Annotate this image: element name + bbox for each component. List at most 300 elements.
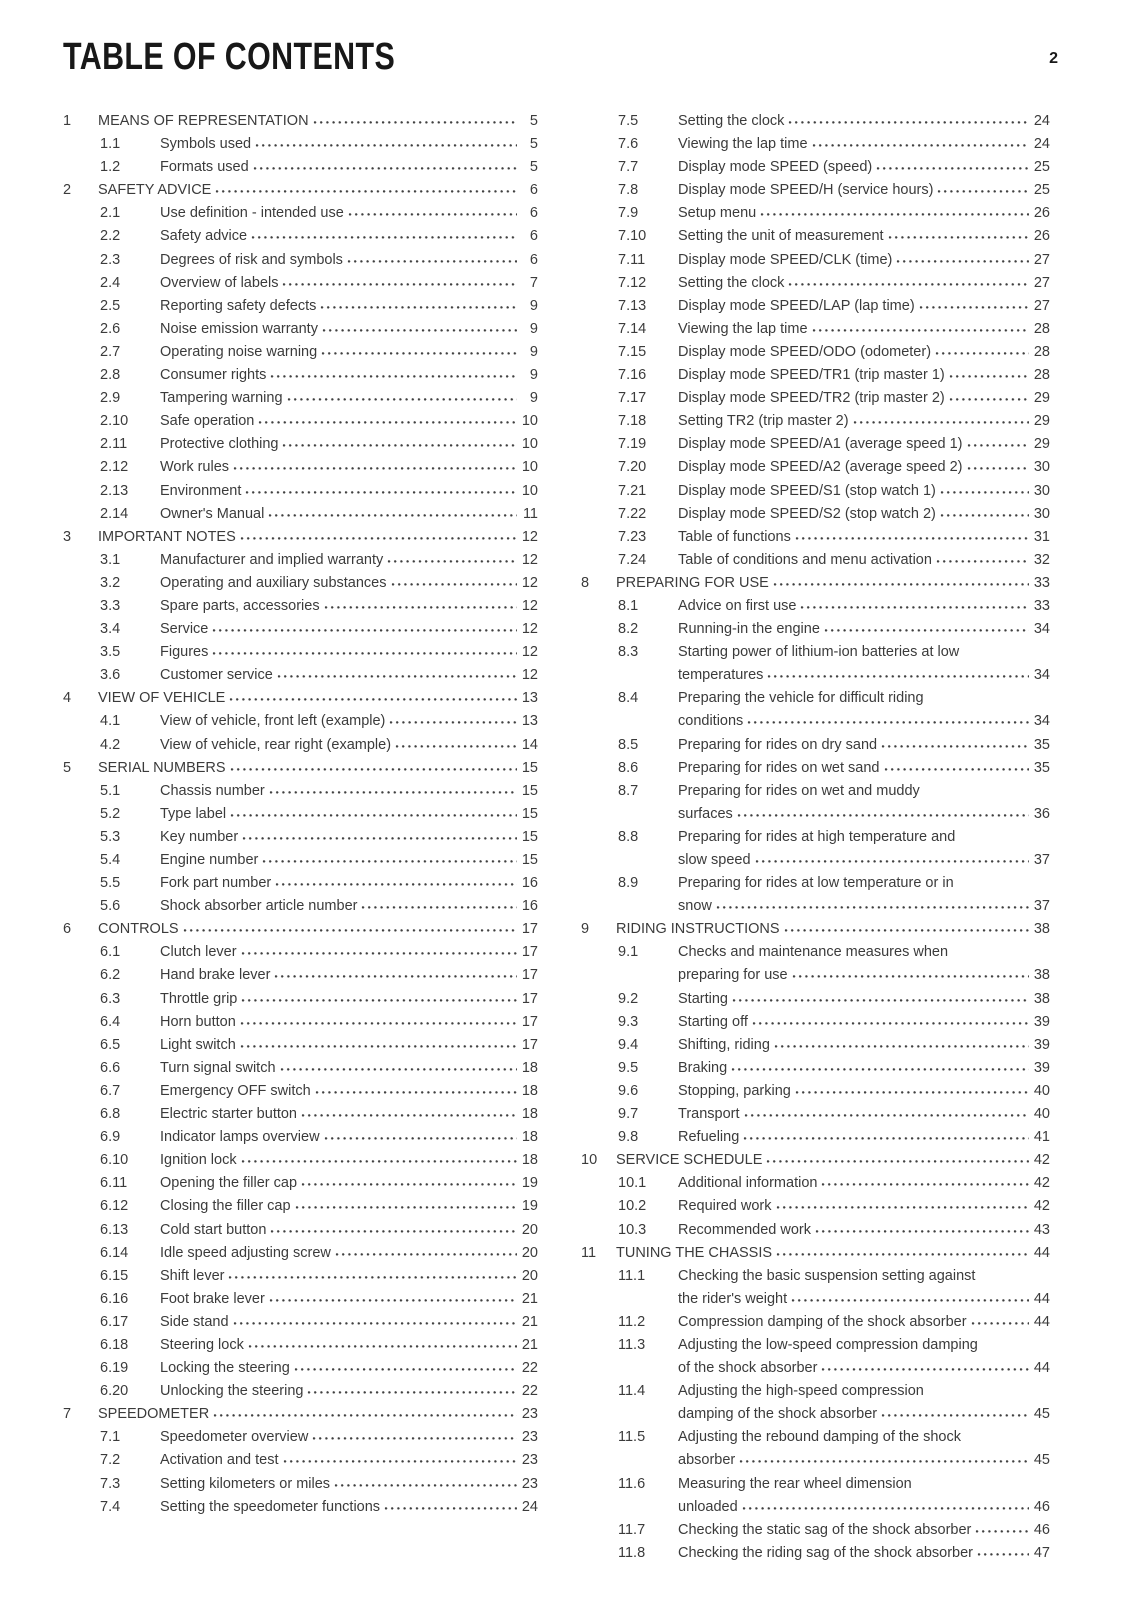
toc-entry-lastline (160, 272, 538, 295)
toc-entry-lastline (160, 1288, 538, 1311)
toc-entry-lastline (160, 595, 538, 618)
dot-leader (280, 1067, 517, 1072)
toc-entry (63, 664, 538, 687)
toc-entry-body (678, 1195, 1050, 1218)
toc-entry-title: Locking the steering (160, 1360, 290, 1377)
toc-entry-lastline (678, 1195, 1050, 1218)
toc-entry-body (678, 549, 1050, 572)
toc-entry-number: 11.7 (618, 1521, 646, 1538)
toc-entry-body (160, 1195, 538, 1218)
toc-entry-body (160, 387, 538, 410)
toc-entry-title: Display mode SPEED (speed) (678, 159, 873, 176)
toc-entry-lastline (160, 1242, 538, 1265)
toc-entry-lastline (678, 480, 1050, 503)
dot-leader (335, 1252, 517, 1257)
toc-entry-number: 7.11 (618, 251, 646, 268)
toc-entry-lastline (98, 687, 538, 710)
toc-entry-lastline (160, 1172, 538, 1195)
toc-entry-number: 3.5 (100, 644, 121, 661)
dot-leader (241, 951, 517, 956)
toc-entry-lastline (678, 1496, 1050, 1519)
toc-entry-title: Owner's Manual (160, 505, 265, 522)
toc-entry-number: 5.1 (100, 782, 121, 799)
toc-entry-number: 7.23 (618, 528, 647, 545)
toc-entry-page: 14 (521, 736, 538, 753)
toc-entry-lastline (678, 503, 1050, 526)
toc-entry (581, 1149, 1050, 1172)
dot-leader (949, 397, 1029, 402)
toc-entry-body (616, 572, 1050, 595)
toc-entry-number: 6.19 (100, 1360, 129, 1377)
toc-entry-number: 7.6 (618, 136, 639, 153)
dot-leader (277, 674, 517, 679)
toc-entry-body (98, 918, 538, 941)
toc-entry-lastline (160, 988, 538, 1011)
toc-entry (581, 272, 1050, 295)
toc-entry-number: 8.4 (618, 690, 639, 707)
toc-entry-body (160, 456, 538, 479)
toc-entry (63, 1126, 538, 1149)
toc-entry-title: Setting the clock (678, 113, 785, 129)
toc-entry-title: Display mode SPEED/A2 (average speed 2) (678, 459, 963, 476)
toc-entry-body (678, 1519, 1050, 1542)
toc-entry-lastline (160, 1149, 538, 1172)
toc-entry-page: 10 (521, 482, 538, 499)
toc-entry-title: Turn signal switch (160, 1059, 276, 1076)
dot-leader (776, 1205, 1030, 1210)
toc-entry (581, 1011, 1050, 1034)
toc-entry-lastline (160, 549, 538, 572)
dot-leader (935, 351, 1029, 356)
dot-leader (949, 374, 1029, 379)
toc-entry (63, 1403, 538, 1426)
toc-entry (63, 757, 538, 780)
toc-entry (63, 272, 538, 295)
toc-entry (63, 826, 538, 849)
dot-leader (795, 1090, 1029, 1095)
toc-entry-body (678, 941, 1050, 987)
toc-entry-page: 18 (521, 1082, 538, 1099)
toc-entry-title: Chassis number (160, 782, 265, 799)
dot-leader (737, 813, 1029, 818)
toc-entry-lastline (678, 803, 1050, 826)
toc-entry-lastline (160, 964, 538, 987)
toc-entry-body (160, 849, 538, 872)
toc-entry-page: 15 (521, 782, 538, 799)
dot-leader (744, 1113, 1029, 1118)
toc-entry-lastline (616, 1149, 1050, 1172)
toc-entry-lastline (678, 618, 1050, 641)
toc-entry-number: 2.11 (100, 436, 128, 453)
toc-entry-number: 4.1 (100, 713, 121, 730)
dot-leader (387, 559, 517, 564)
toc-entry-title: Preparing the vehicle for difficult riding (678, 690, 924, 707)
toc-entry-number: 2.4 (100, 274, 121, 291)
dot-leader (348, 212, 517, 217)
toc-entry-lastline (160, 156, 538, 179)
toc-entry-body (98, 757, 538, 780)
toc-entry-number: 2.1 (100, 205, 121, 222)
toc-entry-number: 9.8 (618, 1129, 639, 1146)
toc-entry-page: 19 (521, 1175, 538, 1192)
toc-entry-title: Display mode SPEED/CLK (time) (678, 251, 893, 268)
toc-entry-page: 17 (521, 944, 538, 961)
dot-leader (788, 282, 1029, 287)
toc-entry-page: 40 (1033, 1082, 1050, 1099)
toc-entry (581, 202, 1050, 225)
toc-entry-lastline (678, 1034, 1050, 1057)
dot-leader (320, 305, 517, 310)
toc-entry (63, 1449, 538, 1472)
toc-entry-title: Adjusting the low-speed compression damping (678, 1336, 978, 1353)
toc-entry-body (678, 1103, 1050, 1126)
toc-entry-body (678, 988, 1050, 1011)
toc-entry-number: 8 (581, 574, 590, 591)
toc-entry-lastline (160, 341, 538, 364)
toc-entry-title: surfaces (678, 805, 733, 822)
toc-entry-body (160, 433, 538, 456)
toc-entry-lastline (678, 1172, 1050, 1195)
toc-entry (63, 1288, 538, 1311)
dot-leader (230, 767, 517, 772)
toc-entry-page: 12 (521, 574, 538, 591)
toc-entry-title: Electric starter button (160, 1106, 297, 1123)
toc-entry-body (160, 1265, 538, 1288)
toc-entry (581, 1195, 1050, 1218)
toc-entry-number: 7.22 (618, 505, 647, 522)
toc-entry-title: Display mode SPEED/TR2 (trip master 2) (678, 390, 945, 407)
dot-leader (876, 166, 1029, 171)
toc-entry-body (678, 1172, 1050, 1195)
dot-leader (384, 1506, 517, 1511)
dot-leader (212, 651, 517, 656)
dot-leader (315, 1090, 517, 1095)
toc-entry (63, 387, 538, 410)
toc-entry-body (98, 179, 538, 202)
toc-entry-body (678, 133, 1050, 156)
toc-entry-lastline (160, 503, 538, 526)
toc-entry (63, 1426, 538, 1449)
toc-entry-body (160, 803, 538, 826)
toc-entry-page: 35 (1033, 759, 1050, 776)
toc-entry-title: Reporting safety defects (160, 297, 317, 314)
toc-entry-number: 7.8 (618, 182, 639, 199)
toc-entry (581, 295, 1050, 318)
toc-entry-body (678, 249, 1050, 272)
toc-entry-number: 6.11 (100, 1175, 128, 1192)
toc-entry-number: 7.24 (618, 551, 647, 568)
toc-entry-lastline (160, 710, 538, 733)
toc-entry-number: 9.5 (618, 1059, 639, 1076)
toc-entry-title: Viewing the lap time (678, 320, 808, 337)
toc-entry (63, 595, 538, 618)
toc-entry-page: 38 (1033, 967, 1050, 984)
toc-entry-body (98, 687, 538, 710)
toc-entry-page: 22 (521, 1360, 538, 1377)
toc-entry-number: 9.2 (618, 990, 639, 1007)
toc-entry-lastline (98, 1403, 538, 1426)
toc-entry-lastline (160, 1126, 538, 1149)
toc-entry-body (160, 364, 538, 387)
dot-leader (821, 1182, 1029, 1187)
toc-entry-body (160, 1449, 538, 1472)
toc-entry-number: 1.2 (100, 159, 121, 176)
toc-entry-title: Preparing for rides at low temperature or in (678, 875, 954, 892)
toc-entry-title: Measuring the rear wheel dimension (678, 1475, 912, 1492)
toc-entry (63, 1473, 538, 1496)
page-number: 2 (1049, 50, 1058, 67)
toc-entry-body (678, 1265, 1050, 1311)
toc-entry-body (160, 1126, 538, 1149)
toc-entry-page: 5 (529, 159, 538, 176)
toc-entry-page: 20 (521, 1221, 538, 1238)
toc-entry-lastline (678, 895, 1050, 918)
toc-entry-page: 6 (529, 205, 538, 222)
toc-entry-number: 5 (63, 759, 72, 776)
toc-entry-title: conditions (678, 713, 744, 730)
toc-entry-page: 15 (521, 759, 538, 776)
toc-entry-body (160, 1011, 538, 1034)
toc-entry-number: 7.13 (618, 297, 647, 314)
toc-entry-body (678, 433, 1050, 456)
toc-entry-body (160, 1380, 538, 1403)
toc-entry-body (160, 410, 538, 433)
toc-entry (581, 318, 1050, 341)
toc-entry-page: 18 (521, 1152, 538, 1169)
dot-leader (977, 1552, 1029, 1557)
toc-entry-body (160, 641, 538, 664)
toc-entry (63, 641, 538, 664)
toc-entry-number: 11.6 (618, 1475, 646, 1492)
toc-entry-title: SPEEDOMETER (98, 1406, 210, 1423)
toc-entry (581, 433, 1050, 456)
toc-entry-lastline (678, 179, 1050, 202)
toc-entry-number: 4 (63, 690, 72, 707)
toc-entry (581, 1380, 1050, 1426)
dot-leader (253, 166, 517, 171)
toc-entry-page: 28 (1033, 343, 1050, 360)
toc-entry-title: Clutch lever (160, 944, 237, 961)
toc-entry-body (678, 295, 1050, 318)
dot-leader (295, 1205, 517, 1210)
toc-entry-body (678, 1311, 1050, 1334)
toc-entry-title: slow speed (678, 852, 751, 868)
toc-entry-page: 38 (1033, 990, 1050, 1007)
toc-entry (63, 549, 538, 572)
dot-leader (742, 1506, 1029, 1511)
toc-entry (63, 941, 538, 964)
toc-entry-body (678, 272, 1050, 295)
toc-entry-lastline (678, 1126, 1050, 1149)
toc-entry-page: 30 (1033, 482, 1050, 499)
toc-entry-number: 6.8 (100, 1106, 121, 1123)
toc-entry-title: Viewing the lap time (678, 136, 808, 153)
toc-entry-title: TUNING THE CHASSIS (616, 1244, 773, 1261)
toc-entry (581, 687, 1050, 733)
toc-entry (581, 1103, 1050, 1126)
toc-entry-page: 15 (521, 828, 538, 845)
toc-entry-lastline (678, 757, 1050, 780)
toc-entry-number: 6.1 (100, 944, 121, 961)
toc-entry-body (678, 318, 1050, 341)
toc-entry-number: 2.5 (100, 297, 121, 314)
toc-entry-body (160, 988, 538, 1011)
toc-entry-lastline (678, 1403, 1050, 1426)
toc-entry (581, 1426, 1050, 1472)
toc-entry-body (678, 1034, 1050, 1057)
toc-entry-number: 8.2 (618, 621, 639, 638)
toc-entry (581, 133, 1050, 156)
dot-leader (937, 189, 1029, 194)
toc-entry (581, 480, 1050, 503)
toc-entry (581, 918, 1050, 941)
toc-entry-lastline (678, 225, 1050, 248)
toc-entry-title: Table of conditions and menu activation (678, 551, 932, 568)
toc-entry (63, 410, 538, 433)
toc-entry-body (160, 1357, 538, 1380)
toc-entry-body (678, 734, 1050, 757)
toc-entry-number: 6.16 (100, 1290, 129, 1307)
toc-entry-lastline (678, 526, 1050, 549)
toc-entry-lastline (160, 1473, 538, 1496)
toc-entry-body (160, 1034, 538, 1057)
toc-entry-number: 6.15 (100, 1267, 129, 1284)
toc-entry-lastline (678, 364, 1050, 387)
toc-entry-title: Noise emission warranty (160, 320, 318, 337)
toc-entry-title: Hand brake lever (160, 967, 271, 984)
dot-leader (242, 836, 517, 841)
dot-leader (269, 1298, 517, 1303)
dot-leader (815, 1229, 1029, 1234)
toc-entry-body (160, 480, 538, 503)
toc-entry-lastline (98, 757, 538, 780)
toc-entry-title: Side stand (160, 1313, 229, 1330)
toc-entry (63, 110, 538, 133)
toc-entry-lastline (160, 1311, 538, 1334)
toc-entry (63, 503, 538, 526)
toc-entry-page: 17 (521, 921, 538, 938)
toc-entry-number: 10.1 (618, 1175, 647, 1192)
toc-entry-number: 2.14 (100, 505, 129, 522)
toc-entry-lastline (678, 156, 1050, 179)
toc-entry-page: 9 (529, 343, 538, 360)
dot-leader (240, 536, 517, 541)
dot-leader (395, 744, 517, 749)
toc-entry-page: 29 (1033, 390, 1050, 407)
toc-entry (581, 410, 1050, 433)
toc-entry-number: 6.6 (100, 1059, 121, 1076)
toc-entry-title: Ignition lock (160, 1152, 237, 1169)
dot-leader (283, 1459, 518, 1464)
toc-entry-number: 8.5 (618, 736, 639, 753)
toc-entry-title: Display mode SPEED/ODO (odometer) (678, 343, 932, 360)
toc-entry-page: 21 (521, 1336, 538, 1353)
toc-entry-body (160, 895, 538, 918)
dot-leader (752, 1021, 1029, 1026)
toc-entry-title: Degrees of risk and symbols (160, 251, 343, 268)
toc-entry (581, 1473, 1050, 1519)
toc-entry-body (616, 1242, 1050, 1265)
toc-entry-body (678, 526, 1050, 549)
toc-entry (63, 456, 538, 479)
toc-entry-lastline (678, 710, 1050, 733)
toc-entry-lastline (678, 1311, 1050, 1334)
toc-entry (581, 826, 1050, 872)
toc-entry-lastline (678, 964, 1050, 987)
toc-entry-lastline (98, 526, 538, 549)
toc-entry-title: Engine number (160, 852, 259, 868)
toc-entry-lastline (678, 272, 1050, 295)
toc-entry-page: 19 (521, 1198, 538, 1215)
toc-entry (63, 249, 538, 272)
toc-entry-page: 42 (1033, 1198, 1050, 1215)
toc-entry (63, 179, 538, 202)
toc-entry-page: 45 (1033, 1452, 1050, 1469)
toc-entry-lastline (160, 295, 538, 318)
toc-entry-title: Manufacturer and implied warranty (160, 551, 384, 568)
toc-entry-title: Display mode SPEED/TR1 (trip master 1) (678, 367, 945, 384)
toc-entry-lastline (678, 341, 1050, 364)
toc-entry-page: 45 (1033, 1406, 1050, 1423)
dot-leader (274, 974, 517, 979)
toc-entry-page: 11 (522, 505, 538, 522)
toc-entry (581, 780, 1050, 826)
toc-entry (581, 872, 1050, 918)
toc-entry-page: 23 (521, 1452, 538, 1469)
toc-entry (63, 988, 538, 1011)
toc-entry-number: 8.9 (618, 875, 639, 892)
toc-entry (581, 249, 1050, 272)
toc-entry-lastline (160, 1496, 538, 1519)
toc-entry (63, 849, 538, 872)
toc-entry-lastline (160, 803, 538, 826)
dot-leader (967, 466, 1029, 471)
toc-entry-title: Display mode SPEED/H (service hours) (678, 182, 934, 199)
dot-leader (233, 466, 517, 471)
dot-leader (391, 582, 518, 587)
toc-entry-page: 9 (529, 390, 538, 407)
toc-entry-body (160, 1080, 538, 1103)
toc-entry-page: 13 (521, 713, 538, 730)
toc-entry (581, 526, 1050, 549)
toc-entry (581, 225, 1050, 248)
toc-entry-title: Type label (160, 805, 227, 822)
toc-entry-number: 8.1 (618, 597, 639, 614)
toc-entry-title: Closing the filler cap (160, 1198, 291, 1215)
dot-leader (282, 282, 517, 287)
toc-entry-lastline (616, 1242, 1050, 1265)
toc-entry-number: 7.19 (618, 436, 647, 453)
toc-entry-title: Unlocking the steering (160, 1383, 304, 1400)
toc-entry-page: 5 (529, 113, 538, 129)
toc-entry-title: Environment (160, 482, 242, 499)
toc-entry-title: Light switch (160, 1036, 236, 1053)
toc-entry-lastline (678, 249, 1050, 272)
toc-entry-number: 9.4 (618, 1036, 639, 1053)
toc-entry-number: 3.3 (100, 597, 121, 614)
toc-entry-number: 4.2 (100, 736, 121, 753)
toc-entry-title: Idle speed adjusting screw (160, 1244, 331, 1261)
dot-leader (361, 905, 517, 910)
toc-entry (581, 988, 1050, 1011)
toc-entry-lastline (160, 641, 538, 664)
toc-entry-lastline (160, 1080, 538, 1103)
toc-entry-lastline (678, 1011, 1050, 1034)
toc-entry (581, 387, 1050, 410)
toc-entry-page: 25 (1033, 159, 1050, 176)
toc-entry-page: 9 (529, 297, 538, 314)
toc-entry-body (160, 1103, 538, 1126)
